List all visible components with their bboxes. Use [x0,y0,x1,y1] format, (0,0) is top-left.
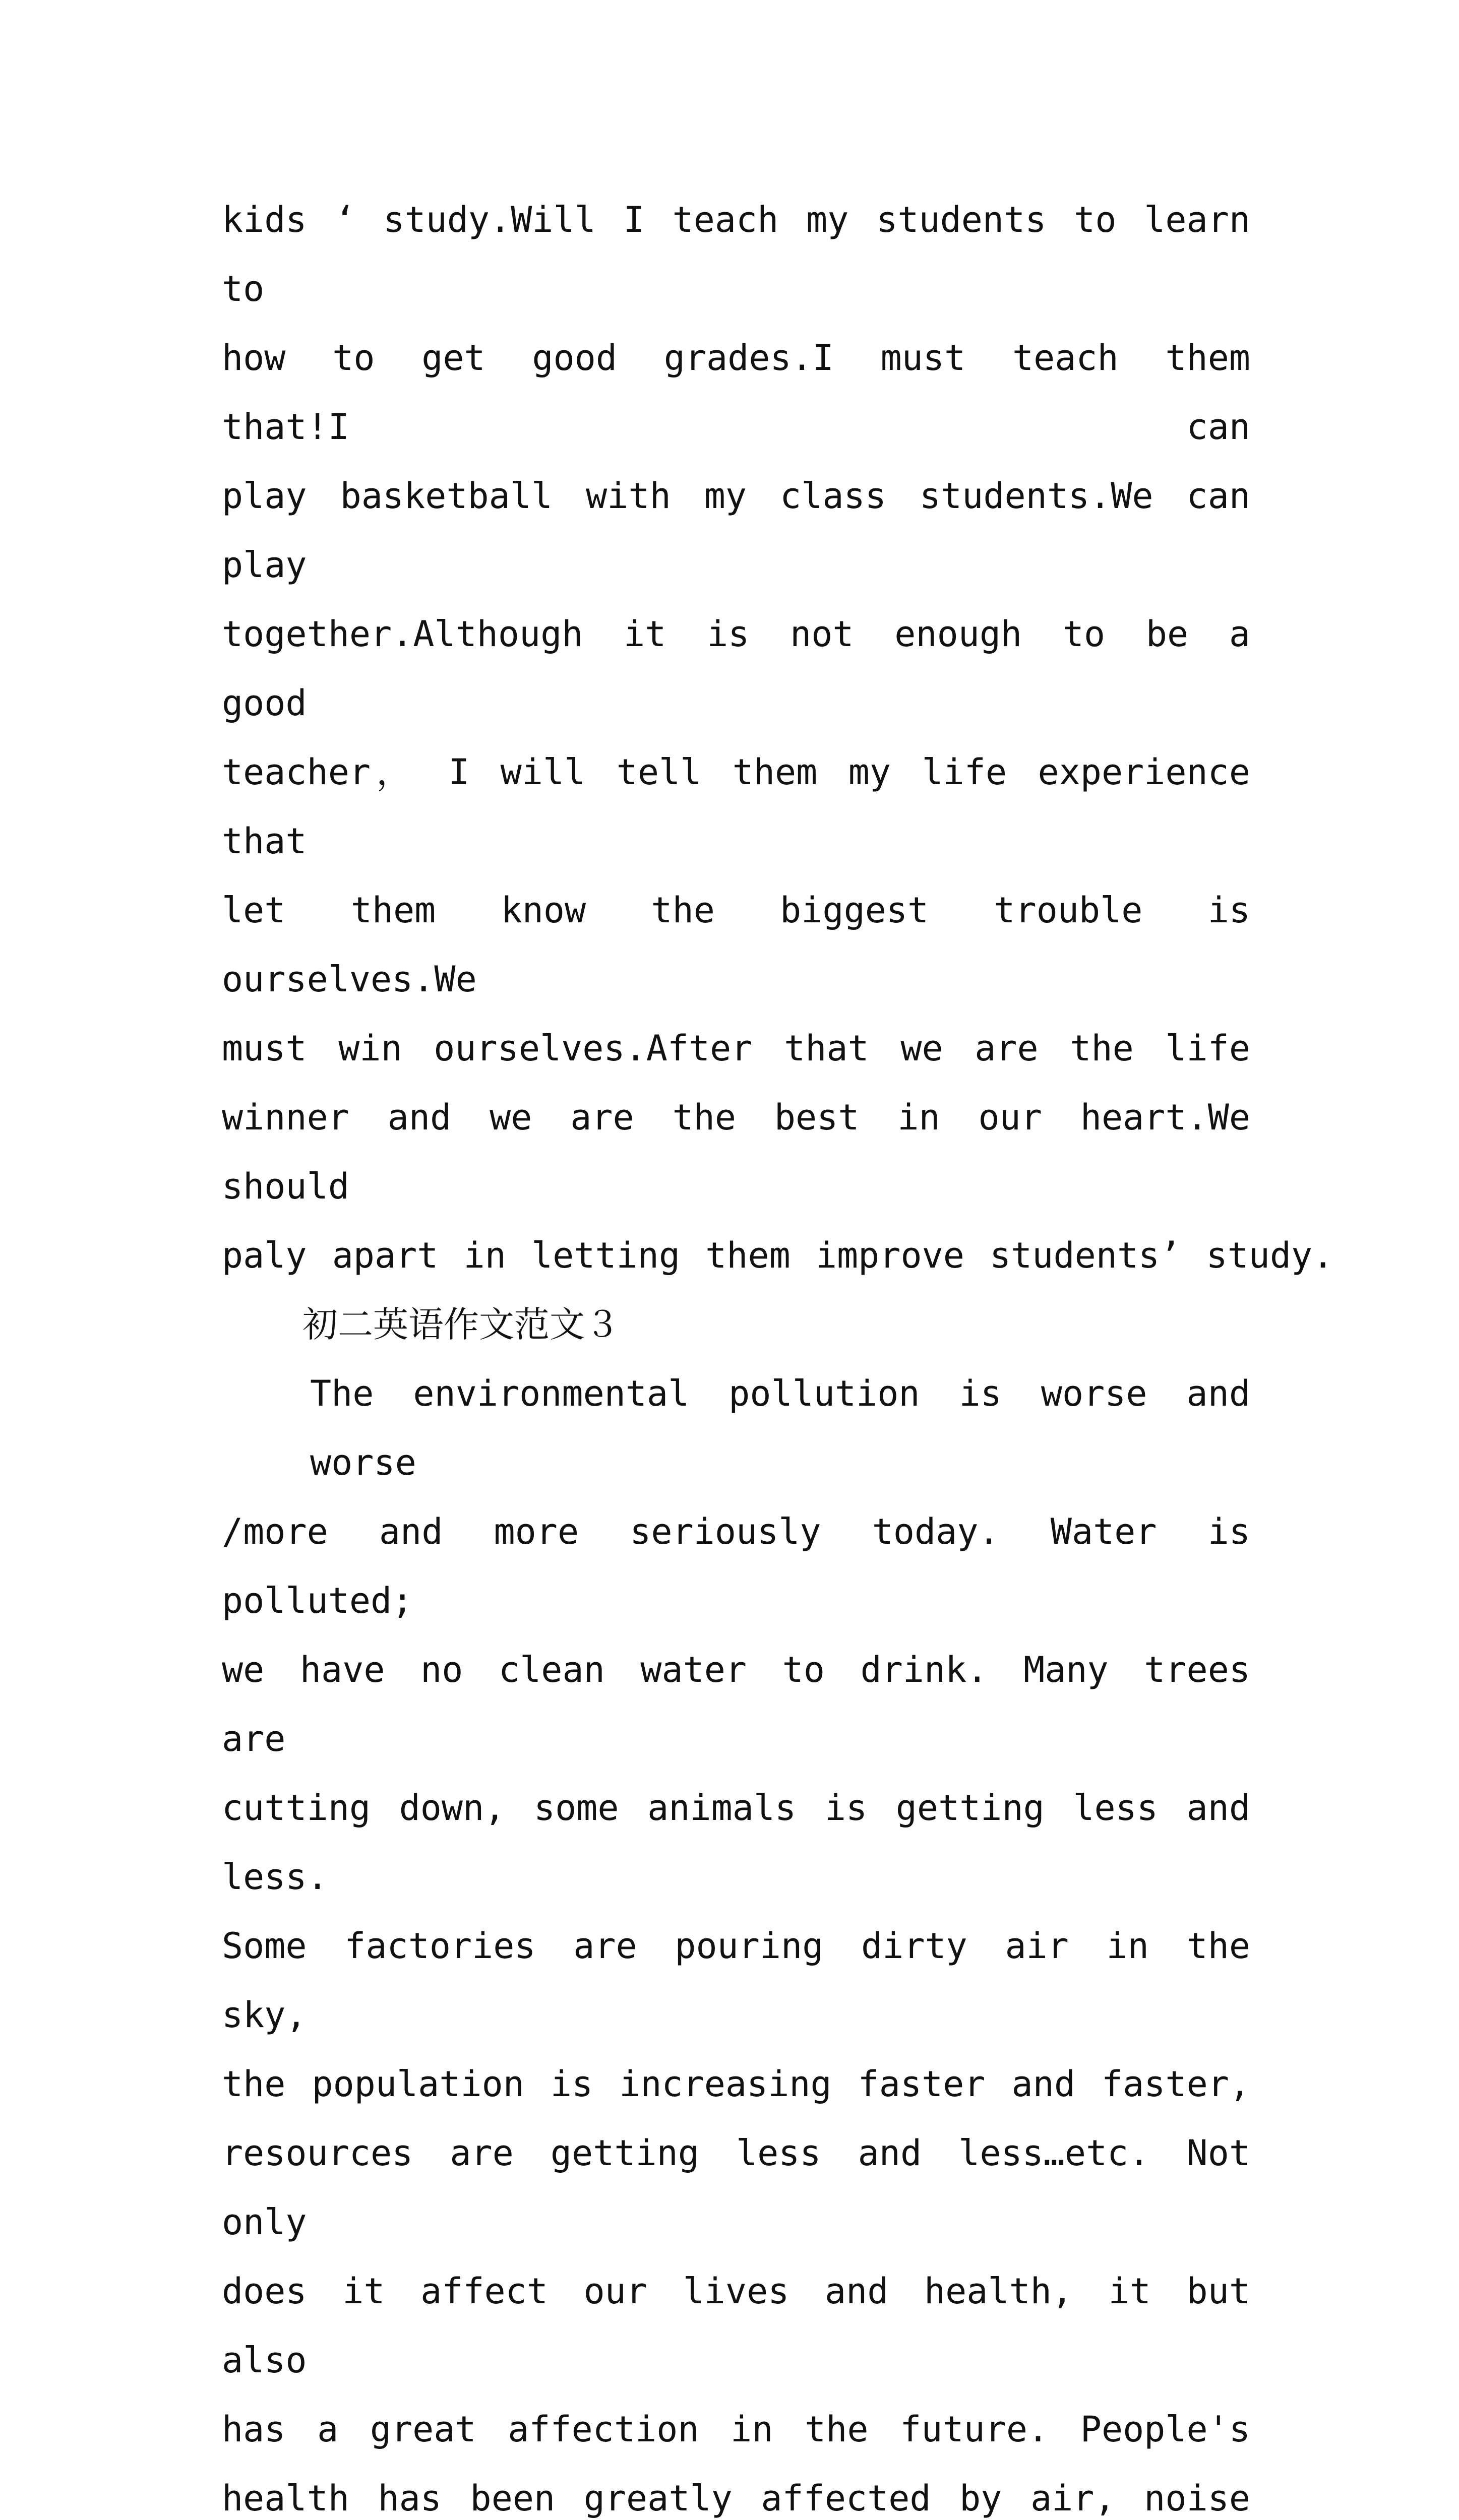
paragraph-1-line: how to get good grades.I must teach them that!I can [222,337,1250,448]
paragraph-2-line: the population is increasing faster and faster, [222,2063,1250,2105]
paragraph-1-line: play basketball with my class students.We can play [222,475,1250,586]
paragraph-2 [222,1359,1250,2520]
paragraph-2-line: has a great affection in the future. People's [222,2409,1250,2450]
paragraph-1-line: teacher， I will tell them my life experience that [222,751,1250,862]
paragraph-1-line: winner and we are the best in our heart.We should [222,1097,1250,1207]
section-heading-text: 初二英语作文范文３ [302,1304,620,1345]
paragraph-2-line: /more and more seriously today. Water is polluted; [222,1511,1250,1621]
paragraph-2-line: we have no clean water to drink. Many trees are [222,1649,1250,1759]
paragraph-2-line: Some factories are pouring dirty air in the sky, [222,1925,1250,2036]
paragraph-2-line: health has been greatly affected by air, noise [222,2478,1250,2519]
paragraph-1-line: together.Although it is not enough to be a good [222,613,1250,724]
document-body [222,185,1334,2520]
section-heading [222,1290,1250,1359]
paragraph-1-line: paly apart in letting them improve students’ study. [222,1235,1334,1276]
paragraph-2-line: The environmental pollution is worse and worse [310,1373,1250,1483]
paragraph-1-line: kids ‘ study.Will I teach my students to learn to [222,199,1250,309]
paragraph-2-line: does it affect our lives and health, it but also [222,2271,1250,2381]
paragraph-2-line: cutting down, some animals is getting less and less. [222,1787,1250,1898]
paragraph-1-line: let them know the biggest trouble is ourselves.We [222,890,1250,1000]
paragraph-1-line: must win ourselves.After that we are the life [222,1028,1250,1069]
paragraph-2-line: resources are getting less and less…etc. Not only [222,2132,1250,2243]
paragraph-1 [222,185,1334,1290]
